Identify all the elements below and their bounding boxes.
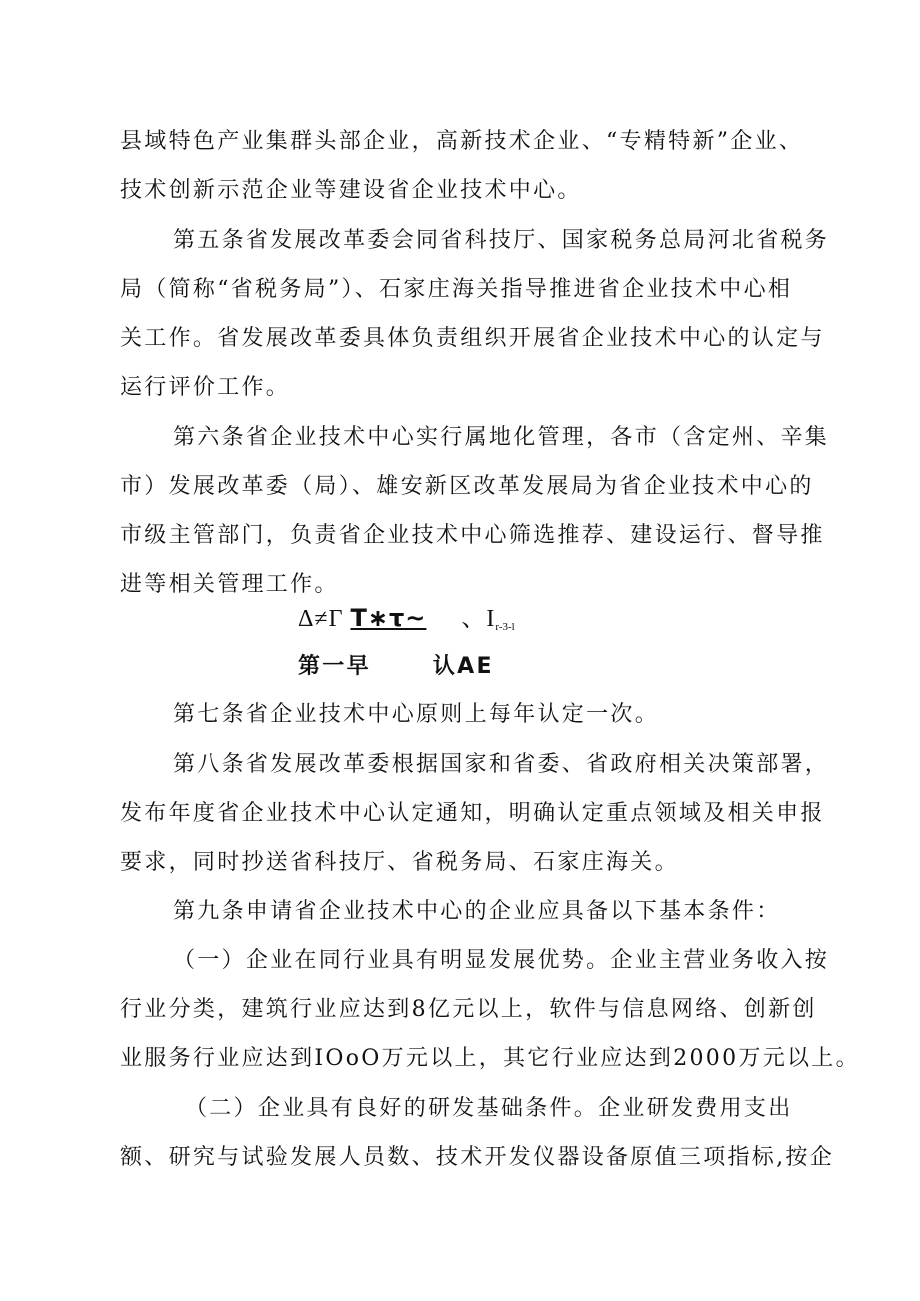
paragraph-line: 市级主管部门，负责省企业技术中心筛选推荐、建设运行、督导推 [120, 523, 825, 548]
paragraph-line: 进等相关管理工作。 [120, 572, 339, 597]
paragraph-line: 第六条省企业技术中心实行属地化管理，各市（含定州、辛集 [173, 425, 830, 450]
paragraph-line: （二）企业具有良好的研发基础条件。企业研发费用支出 [185, 1096, 793, 1121]
paragraph-line: 第八条省发展改革委根据国家和省委、省政府相关决策部署， [173, 752, 830, 777]
paragraph-line: 发布年度省企业技术中心认定通知，明确认定重点领域及相关申报 [120, 801, 825, 826]
paragraph-line: 局（简称“省税务局”）、石家庄海关指导推进省企业技术中心相 [120, 277, 793, 302]
paragraph-line: 第七条省企业技术中心原则上每年认定一次。 [173, 702, 660, 727]
paragraph-line: 运行评价工作。 [120, 375, 291, 400]
paragraph-line: 业服务行业应达到IOoO万元以上，其它行业应达到2000万元以上。 [120, 1046, 860, 1071]
paragraph-line: 关工作。省发展改革委具体负责组织开展省企业技术中心的认定与 [120, 326, 825, 351]
paragraph-line: （一）企业在同行业具有明显发展优势。企业主营业务收入按 [173, 948, 830, 973]
garbled-heading-part: r-3-l [495, 621, 515, 633]
chapter-heading [298, 652, 494, 682]
paragraph-line: 要求，同时抄送省科技厅、省税务局、石家庄海关。 [120, 850, 679, 875]
paragraph-line: 行业分类，建筑行业应达到8亿元以上，软件与信息网络、创新创 [120, 997, 817, 1022]
garbled-heading-part: T∗τ~ [350, 604, 427, 632]
chapter-heading-right: 认AE [432, 654, 494, 679]
paragraph-line: 技术创新示范企业等建设省企业技术中心。 [120, 178, 582, 203]
paragraph-line: 第九条申请省企业技术中心的企业应具备以下基本条件： [173, 899, 781, 924]
garbled-heading [298, 603, 515, 642]
paragraph-line: 市）发展改革委（局）、雄安新区改革发展局为省企业技术中心的 [120, 474, 814, 499]
paragraph-line: 县域特色产业集群头部企业，高新技术企业、“专精特新”企业、 [120, 129, 804, 154]
garbled-heading-part: Δ≠Γ [298, 606, 344, 632]
paragraph-line: 额、研究与试验发展人员数、技术开发仪器设备原值三项指标,按企 [120, 1145, 834, 1170]
garbled-heading-part: 、I [461, 606, 496, 632]
paragraph-line: 第五条省发展改革委会同省科技厅、国家税务总局河北省税务 [173, 228, 830, 253]
chapter-heading-left: 第一早 [298, 654, 371, 679]
